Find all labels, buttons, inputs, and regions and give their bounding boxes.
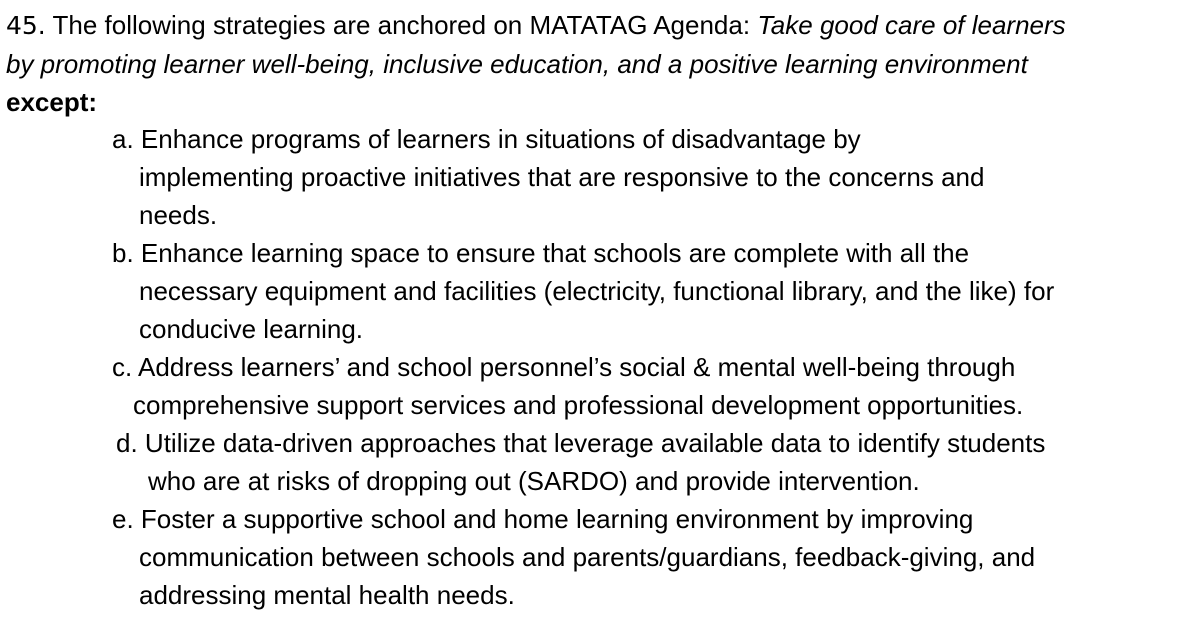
choice-e-letter: e. xyxy=(112,504,134,534)
choice-b[interactable] xyxy=(0,234,1177,348)
choice-d-letter: d. xyxy=(116,428,138,458)
choice-c-line-1 xyxy=(0,348,1177,386)
question-number: 45. xyxy=(6,11,46,40)
choice-d-line-1 xyxy=(0,424,1177,462)
choice-a-text-3: needs. xyxy=(139,200,218,230)
question-stem xyxy=(6,6,1171,121)
choice-a-text-1: Enhance programs of learners in situations of disadvantage by xyxy=(140,124,861,154)
question-agenda-text-2: by promoting learner well-being, inclusive education, and a positive learning environment xyxy=(6,49,1028,79)
choice-a-letter: a. xyxy=(112,124,134,154)
choice-a-text-2: implementing proactive initiatives that are responsive to the concerns and xyxy=(139,162,985,192)
choice-e-text-1: Foster a supportive school and home learning environment by improving xyxy=(140,504,974,534)
question-agenda-text-1: Take good care of learners xyxy=(757,10,1066,40)
choice-c-letter: c. xyxy=(112,352,133,382)
choice-e-text-3: addressing mental health needs. xyxy=(139,580,515,610)
choice-e-text-2: communication between schools and parents/guardians, feedback-giving, and xyxy=(139,542,1036,572)
choice-d[interactable] xyxy=(0,424,1177,500)
choice-c-text-1: Address learners’ and school personnel’s social & mental well-being through xyxy=(138,352,1016,382)
choice-b-line-1 xyxy=(0,234,1177,272)
choice-c-text-2: comprehensive support services and professional development opportunities. xyxy=(133,390,1024,420)
choice-e-line-1 xyxy=(0,500,1177,538)
choice-d-text-1: Utilize data-driven approaches that leverage available data to identify students xyxy=(144,428,1046,458)
choice-a-line-1 xyxy=(0,120,1177,158)
choice-e[interactable] xyxy=(0,500,1177,614)
choice-b-letter: b. xyxy=(112,238,134,268)
choice-c[interactable] xyxy=(0,348,1177,424)
choice-d-text-2: who are at risks of dropping out (SARDO) and provide intervention. xyxy=(148,466,920,496)
question-except-keyword: except: xyxy=(6,87,98,117)
choice-a[interactable] xyxy=(0,120,1177,234)
choice-b-text-1: Enhance learning space to ensure that schools are complete with all the xyxy=(140,238,970,268)
question-line-1 xyxy=(6,6,1171,45)
choice-b-text-3: conducive learning. xyxy=(139,314,364,344)
choice-b-text-2: necessary equipment and facilities (electricity, functional library, and the like) for xyxy=(139,276,1055,306)
answer-choices xyxy=(0,120,1177,614)
question-text: The following strategies are anchored on MATATAG Agenda: xyxy=(45,10,758,40)
